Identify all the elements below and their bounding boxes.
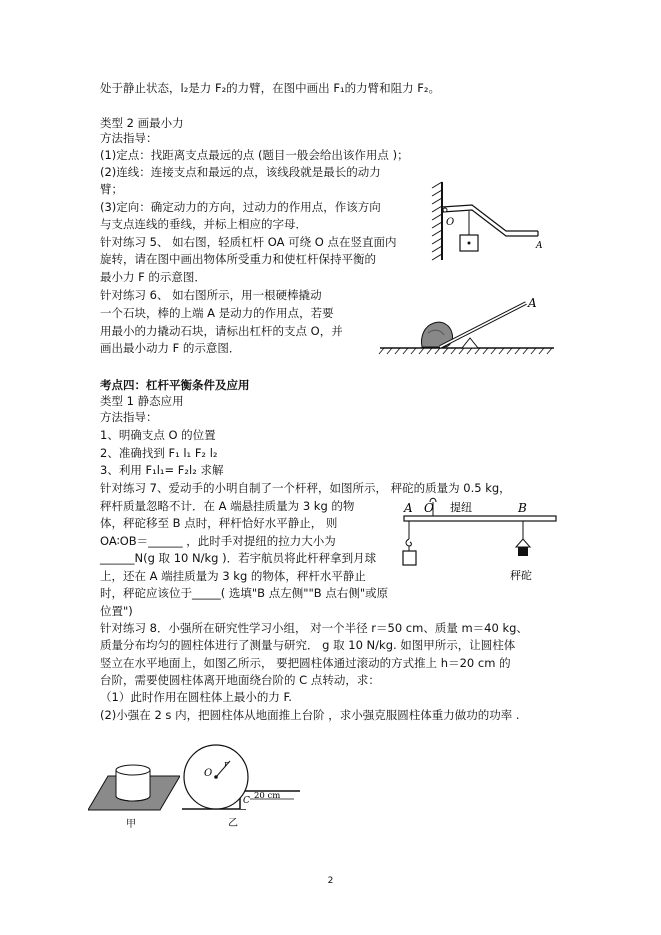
caption-yi: 乙 — [228, 818, 238, 829]
center-o-label: O — [204, 768, 213, 779]
knob-label: 提纽 — [450, 501, 472, 514]
text-line: (2)小强在 2 s 内，把圆柱体从地面推上台阶 ，求小强克服圆柱体重力做功的功率 . — [100, 708, 520, 722]
lever-wall-figure — [428, 180, 553, 262]
text-line: 旋转，请在图中画出物体所受重力和使杠杆保持平衡的 — [100, 252, 376, 266]
point-b-label: B — [518, 501, 527, 515]
text-line: 体，秤砣移至 B 点时，秤杆恰好水平静止， 则 — [100, 516, 338, 530]
caption-jia: 甲 — [126, 819, 136, 830]
text-line: 针对练习 8．小强所在研究性学习小组， 对一个半径 r＝50 cm、质量 m＝40 kg、 — [100, 621, 528, 635]
text-line: 臂； — [100, 182, 123, 196]
section-heading: 考点四：杠杆平衡条件及应用 — [100, 378, 250, 392]
point-c-label: C — [243, 796, 250, 806]
text-line: 上，还在 A 端挂质量为 3 kg 的物体，秤杆水平静止 — [100, 569, 366, 583]
cylinder-step-figure — [182, 737, 300, 830]
text-line: 3、利用 F₁l₁= F₂l₂ 求解 — [100, 463, 224, 477]
text-line: 秤杆质量忽略不计．在 A 端悬挂质量为 3 kg 的物 — [100, 499, 355, 513]
text-line: 用最小的力撬动石块，请标出杠杆的支点 O，并 — [100, 324, 343, 338]
text-line: ______N(g 取 10 N/kg )．若宇航员将此杆秤拿到月球 — [100, 551, 377, 565]
point-a-label: A — [536, 241, 543, 251]
point-a-label: A — [404, 501, 413, 515]
text-line: 位置") — [100, 604, 133, 618]
text-line: (1)定点：找距离支点最远的点 (题目一般会给出该作用点 )； — [100, 148, 409, 162]
text-line: 针对练习 7、爱动手的小明自制了一个杆秤，如图所示， 秤砣的质量为 0.5 kg， — [100, 481, 511, 495]
page-number: 2 — [327, 876, 334, 886]
cylinder-standing-figure — [88, 750, 180, 830]
text-line: （1）此时作用在圆柱体上最小的力 F. — [100, 690, 292, 704]
text-line: 一个石块，棒的上端 A 是动力的作用点，若要 — [100, 306, 334, 320]
text-line: 时，秤砣应该位于_____( 选填"B 点左侧""B 点右侧"或原 — [100, 586, 389, 600]
text-line: 最小力 F 的示意图． — [100, 270, 206, 284]
text-line: 类型 2 画最小力 — [100, 116, 184, 130]
point-a-label: A — [528, 296, 537, 310]
text-line: 台阶，需要使圆柱体离开地面绕台阶的 C 点转动，求： — [100, 673, 380, 687]
text-line: OA∶OB＝______ ，此时手对提纽的拉力大小为 — [100, 534, 336, 548]
steelyard-figure — [402, 497, 560, 589]
text-line: 2、准确找到 F₁ l₁ F₂ l₂ — [100, 446, 218, 460]
text-line: 方法指导： — [100, 131, 158, 145]
text-line: 画出最小动力 F 的示意图． — [100, 341, 241, 355]
text-line: 质量分布均匀的圆柱体进行了测量与研究． g 取 10 N/kg. 如图甲所示，让圆柱体 — [100, 638, 516, 652]
text-line: 1、明确支点 O 的位置 — [100, 428, 216, 442]
text-line: (3)定向：确定动力的方向，过动力的作用点，作该方向 — [100, 200, 381, 214]
radius-r-label: r — [224, 760, 229, 770]
text-line: 针对练习 6、 如右图所示，用一根硬棒撬动 — [100, 288, 322, 302]
weight-label: 秤砣 — [510, 569, 532, 582]
text-line: 竖立在水平地面上，如图乙所示， 要把圆柱体通过滚动的方式推上 h＝20 cm 的 — [100, 656, 511, 670]
crowbar-stone-figure — [378, 293, 556, 355]
text-line: 类型 1 静态应用 — [100, 394, 184, 408]
point-o-label: O — [424, 501, 434, 515]
text-line: 方法指导： — [100, 410, 158, 424]
step-height-label: 20 cm — [254, 791, 281, 801]
point-o-label: O — [446, 217, 455, 228]
text-line: 与支点连线的垂线，并标上相应的字母． — [100, 217, 307, 231]
text-line: (2)连线：连接支点和最远的点，该线段就是最长的动力 — [100, 165, 381, 179]
text-line: 处于静止状态，l₂是力 F₂的力臂，在图中画出 F₁的力臂和阻力 F₂。 — [100, 81, 440, 95]
text-line: 针对练习 5、 如右图，轻质杠杆 OA 可绕 O 点在竖直面内 — [100, 235, 397, 249]
